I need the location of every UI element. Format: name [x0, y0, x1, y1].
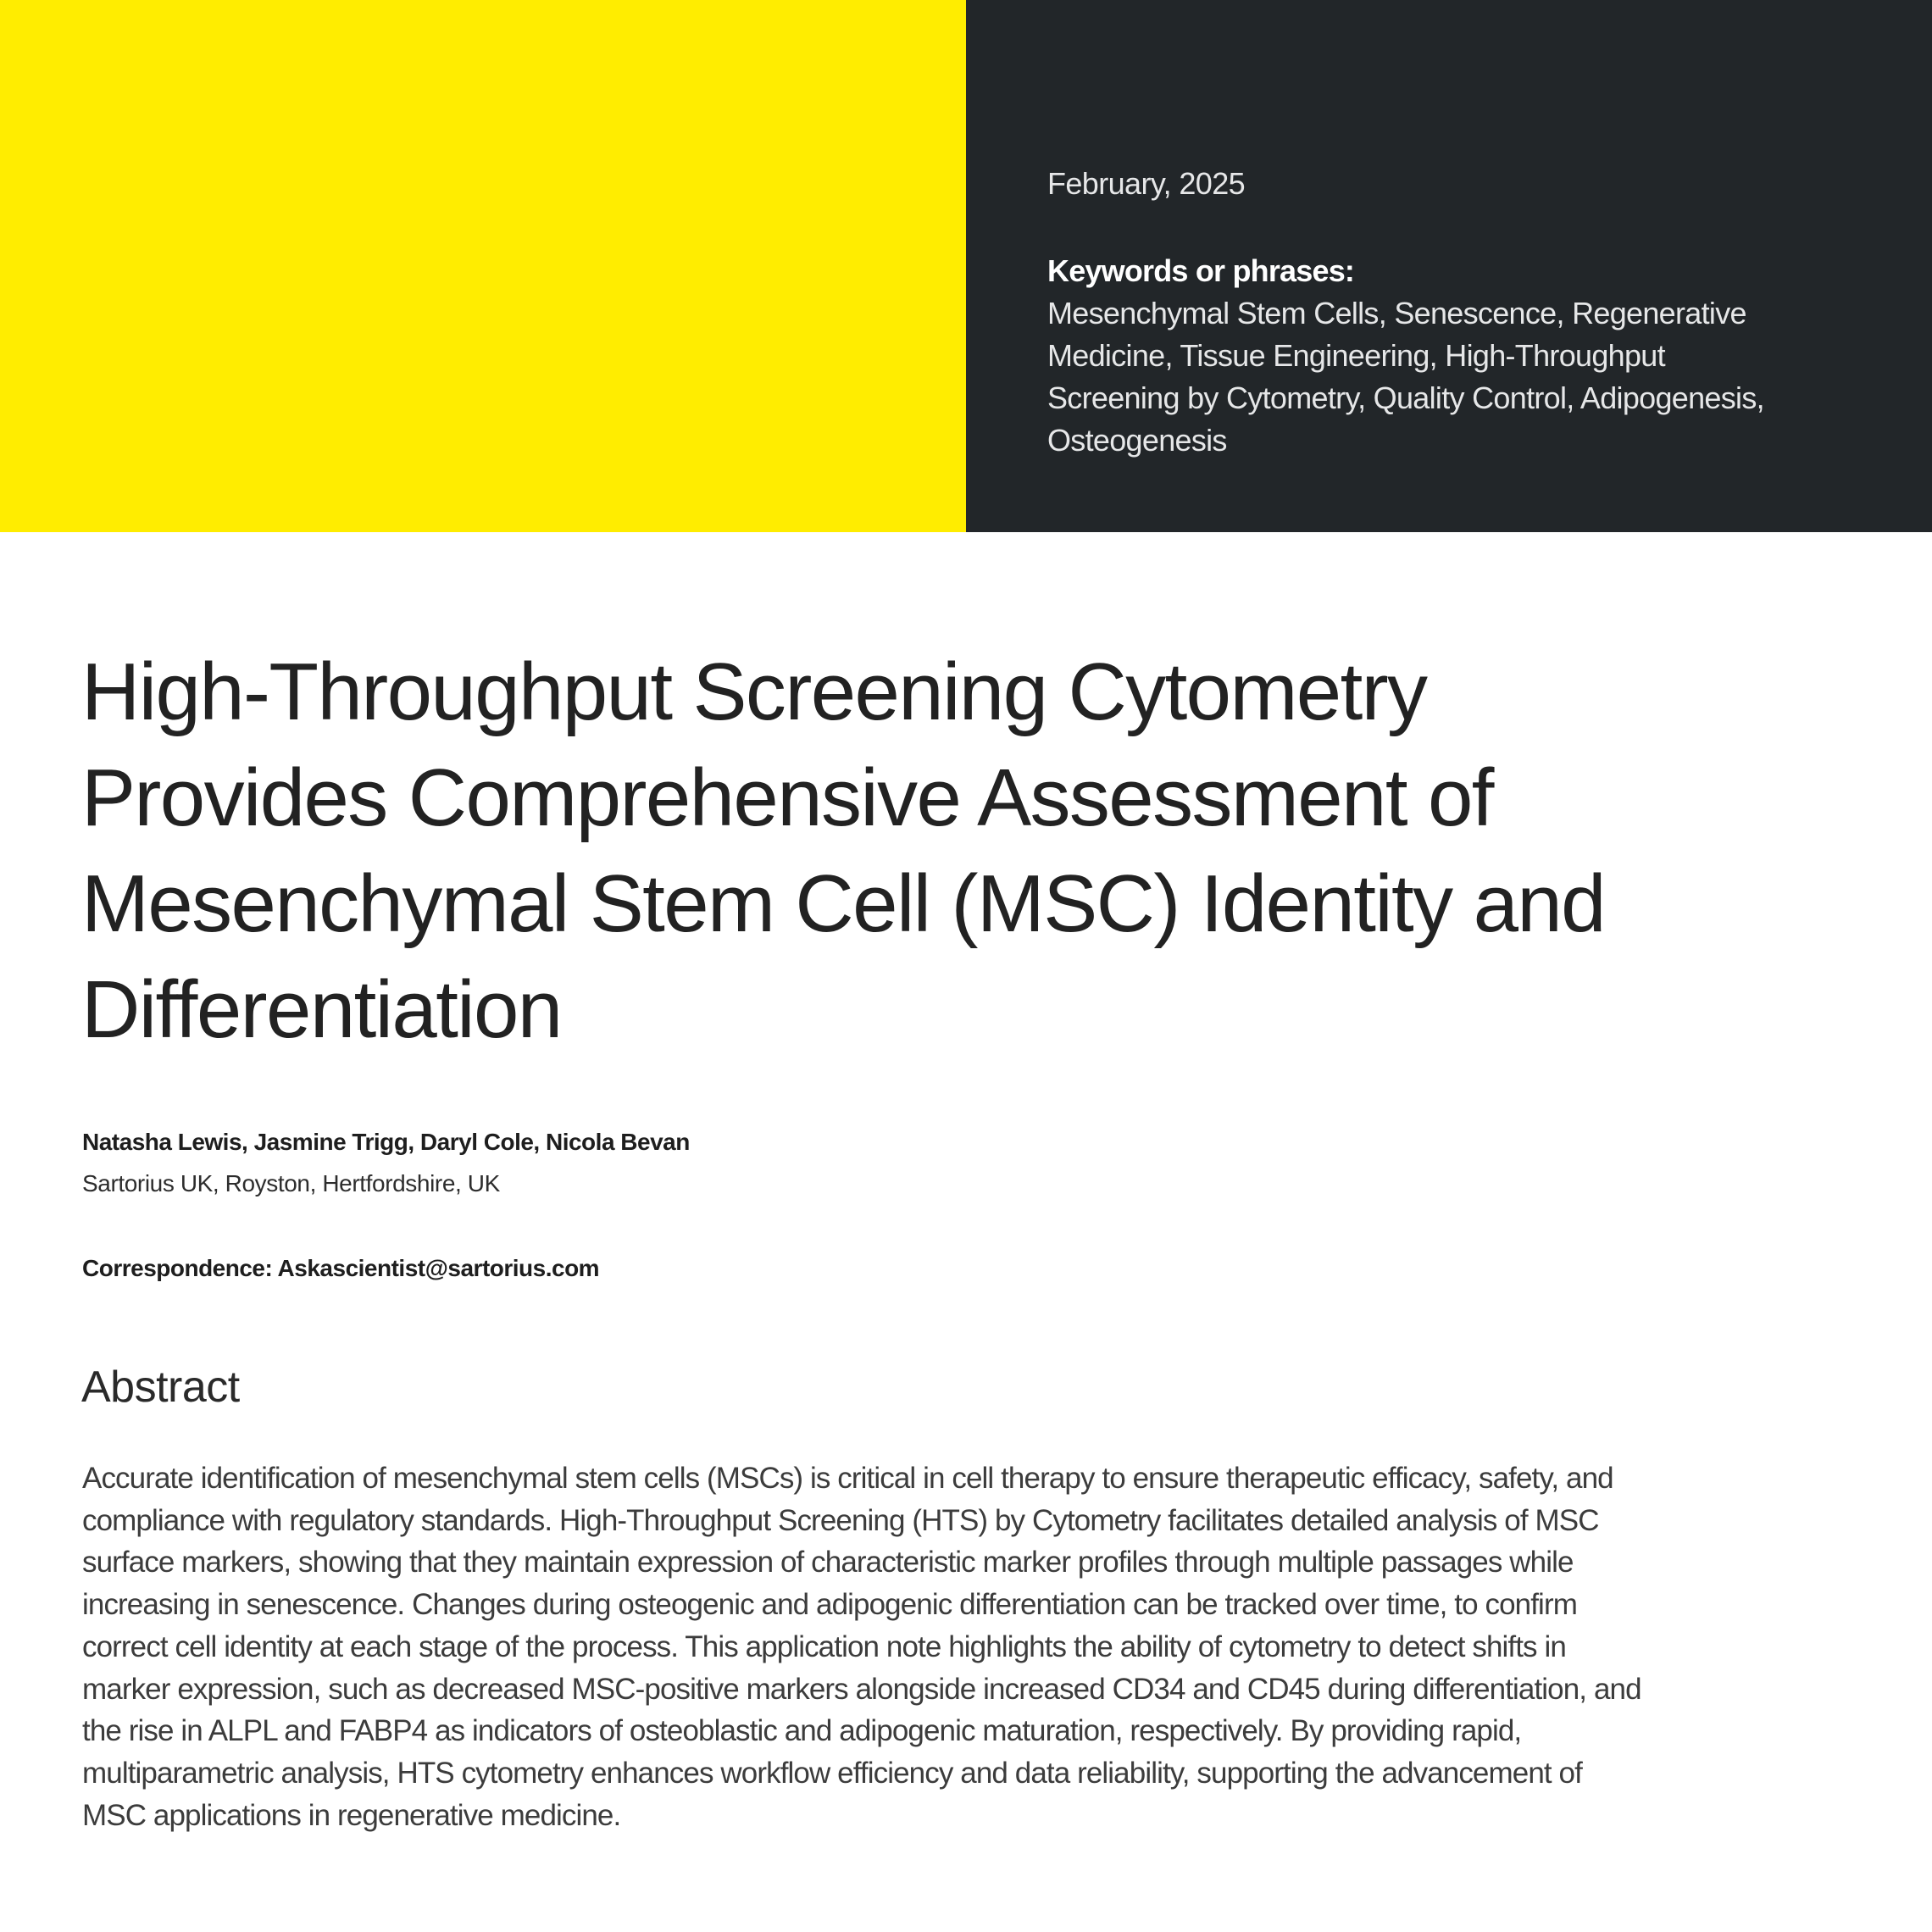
keywords-line: Osteogenesis	[1047, 423, 1227, 458]
keywords-line: Medicine, Tissue Engineering, High-Throughput	[1047, 338, 1665, 373]
keywords-line: Screening by Cytometry, Quality Control, Adipogenesis,	[1047, 380, 1764, 415]
abstract-line: increasing in senescence. Changes during osteogenic and adipogenic differentiation can be tracked over time, to confirm	[82, 1588, 1577, 1622]
author-list: Natasha Lewis, Jasmine Trigg, Daryl Cole, Nicola Bevan	[82, 1129, 690, 1155]
abstract-line: compliance with regulatory standards. High-Throughput Screening (HTS) by Cytometry facilitates detailed analysis of MSC	[82, 1503, 1599, 1537]
hero-banner	[0, 0, 1932, 532]
title-line: High-Throughput Screening Cytometry	[81, 647, 1427, 737]
abstract-line: surface markers, showing that they maintain expression of characteristic marker profiles through multiple passages while	[82, 1546, 1574, 1579]
abstract-line: the rise in ALPL and FABP4 as indicators of osteoblastic and adipogenic maturation, respectively. By providing rapid,	[82, 1714, 1522, 1748]
correspondence-email[interactable]: Correspondence: Askascientist@sartorius.com	[82, 1255, 600, 1281]
keywords-label: Keywords or phrases:	[1047, 253, 1355, 288]
header-info-panel	[966, 0, 1932, 532]
abstract-line: marker expression, such as decreased MSC-positive markers alongside increased CD34 and CD45 during differentiation, and	[82, 1672, 1641, 1706]
paper-title	[81, 639, 1861, 1063]
title-line: Provides Comprehensive Assessment of	[81, 752, 1493, 843]
abstract-body	[82, 1457, 1879, 1836]
keywords-section	[1047, 250, 1903, 462]
publication-date: February, 2025	[1047, 166, 1246, 201]
abstract-heading: Abstract	[81, 1363, 240, 1412]
abstract-line: correct cell identity at each stage of the process. This application note highlights the ability of cytometry to detect shifts in	[82, 1629, 1566, 1663]
abstract-line: multiparametric analysis, HTS cytometry enhances workflow efficiency and data reliability, supporting the advancement of	[82, 1756, 1582, 1790]
keywords-line: Mesenchymal Stem Cells, Senescence, Regenerative	[1047, 296, 1746, 330]
abstract-line: MSC applications in regenerative medicine.	[82, 1798, 621, 1832]
yellow-color-block	[0, 0, 966, 532]
author-affiliation: Sartorius UK, Royston, Hertfordshire, UK	[82, 1170, 500, 1196]
title-line: Mesenchymal Stem Cell (MSC) Identity and	[81, 858, 1605, 949]
title-line: Differentiation	[81, 964, 562, 1055]
abstract-line: Accurate identification of mesenchymal stem cells (MSCs) is critical in cell therapy to ensure therapeutic efficacy, safety, and	[82, 1462, 1613, 1495]
